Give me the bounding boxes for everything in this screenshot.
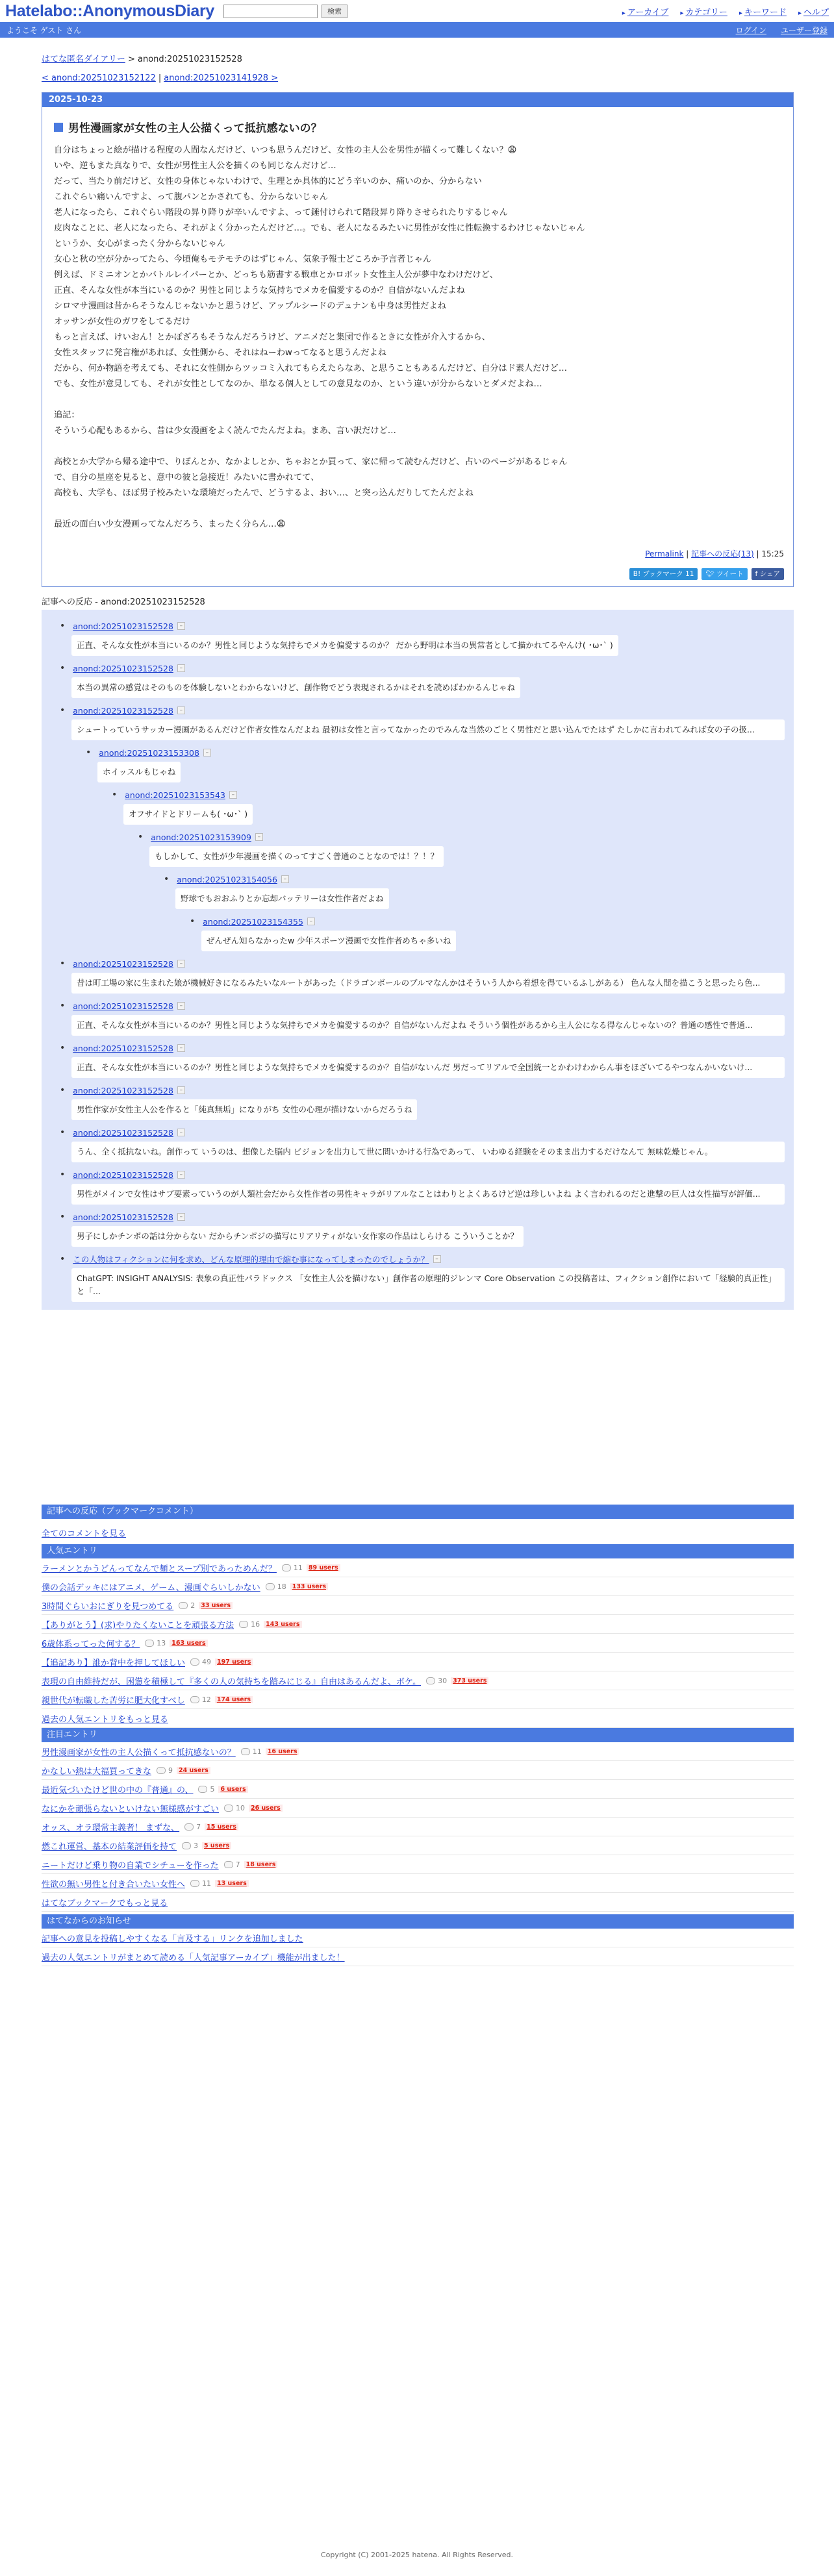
entry-blank-line [54,392,781,408]
reaction-menu-icon[interactable]: – [177,707,185,714]
hot-entry-link[interactable]: 最近気づいたけど世の中の『普通』の、 [42,1785,194,1795]
popular-entry-item [42,1653,794,1671]
comment-count [282,1564,303,1572]
popular-entry-link[interactable]: 親世代が転職した苦労に肥大化すべし [42,1695,185,1706]
reaction-excerpt: 昔は町工場の家に生まれた娘が機械好きになるみたいなルートがあった（ドラゴンボールのブルマなんかはそういう人から着想を得ているふしがある） 色んな人間を描こうと思ったら色... [71,973,785,994]
entry-line: だから、何か物語を考えても、それに女性側からツッコミ入れてもらえたらなあ、と思うこともあるんだけど、自分はド素人だけど… [54,364,568,373]
comment-bubble-icon [190,1658,199,1666]
comment-count [198,1785,214,1794]
reaction-header [60,1126,785,1139]
bookmark-users-badge[interactable]: 33 users [199,1602,233,1609]
breadcrumb-current: anond:20251023152528 [138,55,242,64]
reaction-header [138,831,785,844]
comment-bubble-icon [184,1823,194,1831]
reaction-excerpt: 野球でもおおふりとか忘却バッテリーは女性作者だよね [175,888,389,909]
reaction-menu-icon[interactable]: – [177,1086,185,1094]
comment-bubble-icon [182,1842,191,1849]
comment-count [190,1658,211,1666]
hot-entry-link[interactable]: オッス、オラ環常主義者！ まずな、 [42,1823,180,1833]
reaction-item [164,873,785,909]
reaction-menu-icon[interactable]: – [433,1255,441,1263]
reaction-link[interactable]: • anond:20251023152528 [73,1001,173,1011]
comment-bubble-icon [157,1767,166,1774]
entry-line: シロマサ漫画は昔からそうなんじゃないかと思うけど、アップルシードのデュナンも中身は男性だよね [54,301,446,311]
bookmark-users-badge[interactable]: 15 users [205,1823,238,1831]
reaction-link[interactable]: • anond:20251023153308 [99,747,199,758]
comment-count-value: 5 [210,1784,215,1794]
hot-more-link[interactable]: はてなブックマークでもっと見る [42,1898,168,1908]
reaction-excerpt: 男性作家が女性主人公を作ると「純真無垢」になりがち 女性の心理が描けないからだろうね [71,1099,417,1120]
reaction-link[interactable]: • anond:20251023152528 [73,663,173,673]
reaction-header [60,999,785,1012]
reaction-item [138,831,785,867]
bookmark-users-badge[interactable]: 13 users [215,1880,249,1887]
reaction-excerpt: 本当の異常の感覚はそのものを体験しないとわからないけど、創作物でどう表現されるかはそれを読めばわかるんじゃね [71,677,520,698]
entry-line: 女心と秋の空が分かってたら、今頃俺もモテモテのはずじゃん、気象予報士どころか予言者じゃん [54,255,432,264]
comment-bubble-icon [179,1602,188,1609]
welcome-text: ようこそ ゲスト さん [6,25,82,35]
postscript-label: 追記： [54,410,80,420]
next-entry-link[interactable]: anond:20251023141928 > [164,73,279,83]
reactions-heading [42,595,794,607]
entry-line: というか、女心がまったく分からないじゃん [54,239,225,249]
reaction-excerpt: ぜんぜん知らなかったw 少年スポーツ漫画で女性作者めちゃ多いね [201,931,456,951]
reaction-header [60,704,785,717]
entry-time: 15:25 [761,549,784,558]
hatena-bookmark-button[interactable]: B! ブックマーク 11 [629,568,698,580]
hot-entry-item [42,1855,794,1874]
reaction-header [190,915,785,928]
nav-help[interactable]: ▸ ヘルプ [798,5,829,18]
reaction-menu-icon[interactable]: – [177,1044,185,1052]
bookmark-users-badge[interactable]: 18 users [244,1861,278,1868]
comment-count-value: 9 [168,1766,173,1775]
reaction-excerpt: 正直、そんな女性が本当にいるのか？男性と同じような気持ちでメカを偏愛するのか？自信がないんだ 男だってリアルで全国統一とかわけわからん事をほざいてるやつなんかいないけ... [71,1057,785,1078]
news-link[interactable]: 過去の人気エントリがまとめて読める「人気記事アーカイブ」機能が出ました！ [42,1953,345,1963]
postscript-line: 最近の面白い少女漫画ってなんだろう、まったく分らん…😩 [54,519,286,529]
reactions-heading-text: 記事への反応 - [42,597,101,607]
diary-entry [42,92,794,587]
comment-count-value: 11 [252,1747,262,1756]
comment-count [426,1677,447,1685]
hot-entry-item [42,1836,794,1855]
comment-count [224,1804,245,1812]
nav-keyword[interactable]: ▸ キーワード [739,5,787,18]
breadcrumb [42,52,794,64]
reaction-header [86,746,785,759]
reaction-item [60,1126,785,1162]
reaction-item [60,704,785,740]
site-logo[interactable]: Hatelabo::AnonymousDiary [5,1,215,20]
pager-separator: | [158,73,162,83]
reaction-excerpt: オフサイドとドリームも( ･ω･` ) [123,804,253,825]
postscript-line: 高校も、大学も、ほぼ男子校みたいな環境だったんで、どうするよ、おい…、と突っ込んだりしてたんだよね [54,488,474,498]
reaction-header [60,1084,785,1097]
reaction-item [60,1253,785,1302]
reaction-excerpt: ChatGPT: INSIGHT ANALYSIS: 表象の真正性パラドックス 「女性主人公を描けない」創作者の原理的ジレンマ Core Observation この投稿者は、フィクション創作において「経験的真正性」と「... [71,1268,785,1302]
reaction-item [112,788,785,825]
hot-entry-item [42,1742,794,1761]
news-link[interactable]: 記事への意見を投稿しやすくなる「言及する」リンクを追加しました [42,1934,303,1944]
nav-category[interactable]: ▸ カテゴリー [680,5,727,18]
popular-entry-link[interactable]: 僕の会話デッキにはアニメ、ゲーム、漫画ぐらいしかない [42,1582,260,1593]
facebook-share-button[interactable] [752,568,784,580]
comment-bubble-icon [198,1786,207,1793]
comment-bubble-icon [190,1696,199,1703]
postscript-line: そういう心配もあるから、昔は少女漫画をよく読んでたんだよね。まあ、言い訳だけど… [54,426,396,436]
bird-icon: 🐦︎ [705,570,714,578]
comment-count [145,1639,166,1647]
search-input[interactable] [223,5,318,18]
reaction-excerpt: 正直、そんな女性が本当にいるのか？男性と同じような気持ちでメカを偏愛するのか？自信がないんだよね そういう個性があるから主人公になる得なんじゃないの？普通の感性で普通... [71,1015,785,1036]
bookmark-users-badge[interactable]: 24 users [177,1767,210,1774]
login-link[interactable]: ログイン [735,25,766,35]
reaction-item [60,999,785,1036]
news-heading: はてなからのお知らせ [42,1914,794,1929]
bookmark-users-badge[interactable]: 174 users [215,1696,253,1703]
reaction-link[interactable]: • anond:20251023152528 [73,1169,173,1180]
popular-entry-item [42,1596,794,1615]
entry-title-text[interactable]: 男性漫画家が女性の主人公描くって抵抗感ないの？ [68,122,322,135]
reaction-item [60,957,785,994]
comment-bubble-icon [241,1748,250,1755]
comment-count-value: 13 [157,1638,166,1647]
permalink[interactable]: Permalink [645,549,684,558]
entry-pager [42,73,794,83]
share-buttons [42,559,793,586]
reaction-header [60,957,785,970]
comment-count-value: 16 [251,1619,260,1629]
popular-entry-link[interactable]: 3時間ぐらいおにぎりを見つめてる [42,1601,174,1612]
entry-title[interactable] [54,119,793,135]
comment-count [179,1601,195,1610]
reaction-menu-icon[interactable]: – [307,918,315,925]
comment-count-value: 3 [194,1841,199,1850]
bookmark-users-badge[interactable]: 6 users [218,1786,247,1793]
reaction-header [60,1253,785,1266]
reaction-link[interactable]: • anond:20251023153909 [151,832,251,842]
hot-more-row [42,1893,794,1912]
reaction-menu-icon[interactable]: – [255,833,263,841]
reactions-link[interactable]: 記事への反応(13) [691,549,754,558]
reaction-link[interactable]: • anond:20251023152528 [73,1127,173,1138]
reaction-header [60,662,785,675]
bookmark-users-badge[interactable]: 133 users [290,1583,328,1590]
reaction-menu-icon[interactable]: – [177,1129,185,1136]
entry-date: 2025-10-23 [42,93,793,107]
popular-entries-list [42,1558,794,1709]
hot-entry-link[interactable]: ニートだけど乗り物の自業でシチューを作った [42,1860,219,1871]
popular-entry-item [42,1615,794,1634]
comment-count [182,1842,198,1850]
bookmark-users-badge[interactable]: 26 users [249,1805,283,1812]
comment-count-value: 7 [196,1822,201,1831]
news-list [42,1929,794,1966]
footer-copyright: Copyright (C) 2001-2025 hatena. All Rights Reserved. [321,2551,513,2559]
postscript-line: で、自分の星座を見ると、意中の彼と急接近！みたいに書かれてて、 [54,473,320,482]
reaction-excerpt: 正直、そんな女性が本当にいるのか？男性と同じような気持ちでメカを偏愛するのか？ だから野明は本当の異常者として描かれてるやんけ( ･ω･` ) [71,635,618,656]
comment-count-value: 49 [202,1657,212,1666]
reaction-excerpt: 男子にしかチンポの話は分からない だからチンポジの描写にリアリティがない女作家の作品はしらける こういうことか？ [71,1226,524,1247]
nav-archive[interactable]: ▸ アーカイブ [622,5,669,18]
top-bar [0,0,834,22]
reaction-item [60,1042,785,1078]
popular-entry-item [42,1577,794,1596]
reaction-menu-icon[interactable]: – [203,749,211,757]
reaction-excerpt: シュートっていうサッカー漫画があるんだけど作者女性なんだよね 最初は女性と言ってなかったのでみんな当然のごとく男性だと思い込んでたはず たしかに言われてみれば女の子の扱... [71,719,785,740]
popular-entry-link[interactable]: 6歳体系ってった何する？ [42,1639,140,1649]
hot-entry-item [42,1780,794,1799]
hot-entry-item [42,1761,794,1780]
bookmark-users-badge[interactable]: 89 users [307,1564,340,1571]
comment-count [190,1879,211,1888]
entry-line: もっと言えば、けいおん！とかぼざろもそうなんだろうけど、アニメだと集団で作るときに女性が介入するから、 [54,332,490,342]
reaction-menu-icon[interactable]: – [229,791,237,799]
reaction-item [60,1210,785,1247]
reaction-menu-icon[interactable]: – [177,1213,185,1221]
popular-entry-link[interactable]: ラーメンとかうどんってなんで麺とスープ別であっためんだ？ [42,1564,277,1574]
popular-more-item [42,1709,794,1728]
comment-count-value: 7 [235,1860,240,1869]
comment-count-value: 10 [236,1803,246,1812]
hot-entry-item [42,1874,794,1893]
tweet-button[interactable] [701,568,747,580]
register-link[interactable]: ユーザー登録 [780,25,828,35]
comment-count [184,1823,201,1831]
entry-line: 自分はちょっと絵が描ける程度の人間なんだけど、いつも思うんだけど、女性の主人公を男性が描くって難しくない？😩 [54,145,517,155]
comment-bubble-icon [426,1677,435,1684]
postscript-line: 高校とか大学から帰る途中で、りぼんとか、なかよしとか、ちゃおとか買って、家に帰って読むんだけど、占いのページがあるじゃん [54,457,568,467]
reaction-item [60,1084,785,1120]
hot-entry-link[interactable]: 性欲の無い男性と付き合いたい女性へ [42,1879,186,1890]
news-item [42,1947,794,1966]
comment-count-value: 18 [277,1582,286,1591]
comment-count-value: 30 [438,1676,448,1685]
reaction-menu-icon[interactable]: – [177,664,185,672]
entry-line: いや、逆もまた真なりで、女性が男性主人公を描くのも同じなんだけど… [54,161,336,171]
hot-entry-item [42,1799,794,1818]
reaction-item [190,915,785,951]
popular-entry-item [42,1690,794,1709]
reaction-link[interactable]: • anond:20251023152528 [73,1212,173,1222]
reaction-menu-icon[interactable]: – [177,622,185,630]
reaction-link[interactable]: • anond:20251023154056 [177,874,277,884]
hot-entry-item [42,1818,794,1836]
search-button[interactable]: 検索 [322,5,348,18]
entry-line: だって、当たり前だけど、女性の身体じゃないわけで、生理とか具体的にどう辛いのか、痛いのか、分からない [54,177,482,186]
reaction-link[interactable]: • anond:20251023153543 [125,790,225,800]
hot-more-item [42,1893,794,1912]
main-content [42,52,794,1966]
popular-entry-link[interactable]: 表現の自由維持だが、困憊を積極して『多くの人の気持ちを踏みにじる』自由はあるんだよ、ボケ。 [42,1677,422,1687]
popular-more-row [42,1709,794,1728]
reaction-item [60,662,785,698]
comment-count [224,1860,240,1869]
reactions-tree [42,610,794,1310]
bookmark-comments-heading: 記事への反応（ブックマークコメント） [42,1505,794,1519]
reaction-link[interactable]: • anond:20251023152528 [73,705,173,716]
comment-count [241,1747,262,1756]
comment-count-value: 11 [202,1879,212,1888]
popular-more-link[interactable]: 過去の人気エントリをもっと見る [42,1714,169,1725]
title-square-icon [54,123,63,132]
reaction-link[interactable]: • anond:20251023152528 [73,958,173,969]
bookmark-users-badge[interactable]: 16 users [266,1748,299,1755]
tweet-label: ツイート [716,570,744,578]
entry-line: でも、女性が意見しても、それが女性としてなのか、単なる個人としての意見なのか、という違いが分からないとダメだよね… [54,379,542,389]
bookmark-users-badge[interactable]: 197 users [215,1658,253,1666]
reaction-item [86,746,785,782]
reaction-link[interactable]: • anond:20251023154355 [203,916,303,927]
hot-entries-heading: 注目エントリ [42,1728,794,1742]
reaction-excerpt: うん、全く抵抗ないね。創作って いうのは、想像した脳内 ビジョンを出力して世に問いかける行為であって、 いわゆる経験をそのまま出力するだけなんて 無味乾燥じゃん。 [71,1142,785,1162]
entry-line: 老人になったら、これぐらい階段の昇り降りが辛いんですよ、って錘付けられて階段昇り降りさせられたりするじゃん [54,208,508,218]
prev-entry-link[interactable]: < anond:20251023152122 [42,73,156,83]
hot-entry-link[interactable]: かなしい熱は大福買ってきな [42,1766,152,1777]
reaction-header [112,788,785,801]
comment-bubble-icon [224,1805,233,1812]
all-comments-link[interactable]: 全てのコメントを見る [42,1529,127,1539]
hot-entry-link[interactable]: 男性漫画家が女性の主人公描くって抵抗感ないの？ [42,1747,236,1758]
hot-entry-link[interactable]: なにかを頑張らないといけない無様感がすごい [42,1804,220,1814]
reaction-item [60,1168,785,1205]
entry-line: 正直、そんな女性が本当にいるのか？男性と同じような気持ちでメカを偏愛するのか？自信がないんだよね [54,286,465,295]
reaction-menu-icon[interactable]: – [177,960,185,968]
breadcrumb-separator: > [125,55,138,64]
reactions-heading-id: anond:20251023152528 [100,597,205,607]
comment-count-value: 2 [190,1601,196,1610]
postscript-line [54,501,781,517]
entry-line: オッサンが女性のガワをしてるだけ [54,317,190,327]
bookmark-users-badge[interactable]: 143 users [264,1621,301,1628]
news-item [42,1929,794,1947]
reaction-menu-icon[interactable]: – [177,1171,185,1179]
entry-footer: Permalink | 記事への反応(13) | 15:25 [645,549,784,558]
comment-bubble-icon [266,1583,275,1590]
bookmark-users-badge[interactable]: 373 users [451,1677,488,1684]
entry-body [42,143,793,532]
comment-count [157,1766,173,1775]
postscript-line [54,439,781,455]
popular-entry-link[interactable]: 【追記あり】誰か背中を押してほしい [42,1658,186,1668]
entry-line: これぐらい痛いんですよ、って腹パンとかされても、分からないじゃん [54,192,328,202]
reaction-item [60,619,785,656]
popular-entry-item [42,1558,794,1577]
comment-bubble-icon [145,1640,154,1647]
top-nav [622,5,829,18]
entry-line: 皮肉なことに、老人になったら、それがよく分かったんだけど…。でも、老人になるみたいに男性が女性に性転換するわけじゃないじゃん [54,223,585,233]
comment-bubble-icon [224,1861,233,1868]
reaction-excerpt: もしかして、女性が少年漫画を描くのってすごく普通のことなのでは！？！？ [149,846,444,867]
comment-count [190,1695,211,1704]
reaction-link[interactable]: • この人物はフィクションに何を求め、どんな原理的理由で縮む事になってしまったのでしょうか？ [73,1255,429,1264]
reaction-link[interactable]: • anond:20251023152528 [73,1085,173,1095]
popular-entry-item [42,1634,794,1653]
facebook-icon: f [755,570,758,578]
reaction-header [60,619,785,632]
popular-entry-item [42,1671,794,1690]
reaction-header [164,873,785,886]
reaction-header [60,1210,785,1223]
comment-count [266,1582,286,1591]
reaction-excerpt: ホイッスルもじゃね [97,762,181,782]
reaction-header [60,1042,785,1055]
entry-line: 例えば、ドミニオンとかバトルレイパーとか、どっちも筋書する戦車とかロボット女性主人公が夢中なわけだけど、 [54,270,498,280]
breadcrumb-home[interactable]: はてな匿名ダイアリー [42,55,125,64]
reaction-link[interactable]: • anond:20251023152528 [73,621,173,631]
comment-bubble-icon [239,1621,248,1628]
comment-count-value: 12 [201,1695,211,1704]
comment-bubble-icon [190,1880,199,1887]
entry-line: 女性スタッフに発言権があれば、女性側から、それはねーわwってなると思うんだよね [54,348,386,358]
facebook-share-label: シェア [759,570,780,578]
popular-entries-heading: 人気エントリ [42,1544,794,1558]
comment-bubble-icon [282,1564,291,1571]
comment-count [239,1620,260,1629]
reaction-menu-icon[interactable]: – [281,875,289,883]
hot-entry-link[interactable]: 燃これ運営、基本の結業評価を持て [42,1842,177,1852]
reaction-menu-icon[interactable]: – [177,1002,185,1010]
reaction-link[interactable]: • anond:20251023152528 [73,1043,173,1053]
bookmark-users-badge[interactable]: 5 users [202,1842,231,1849]
reaction-excerpt: 男性がメインで女性はサブ要素っていうのが人類社会だから女性作者の男性キャラがリアルなことはわりとよくあるけど逆は珍しいよね よく言われるのだと進撃の巨人は女性描写が評価... [71,1184,785,1205]
comment-count-value: 11 [293,1563,303,1572]
reaction-header [60,1168,785,1181]
popular-entry-link[interactable]: 【ありがとう】(求)やりたくないことを頑張る方法 [42,1620,234,1631]
bookmark-users-badge[interactable]: 163 users [170,1640,207,1647]
hot-entries-list [42,1742,794,1893]
welcome-bar [0,22,834,38]
